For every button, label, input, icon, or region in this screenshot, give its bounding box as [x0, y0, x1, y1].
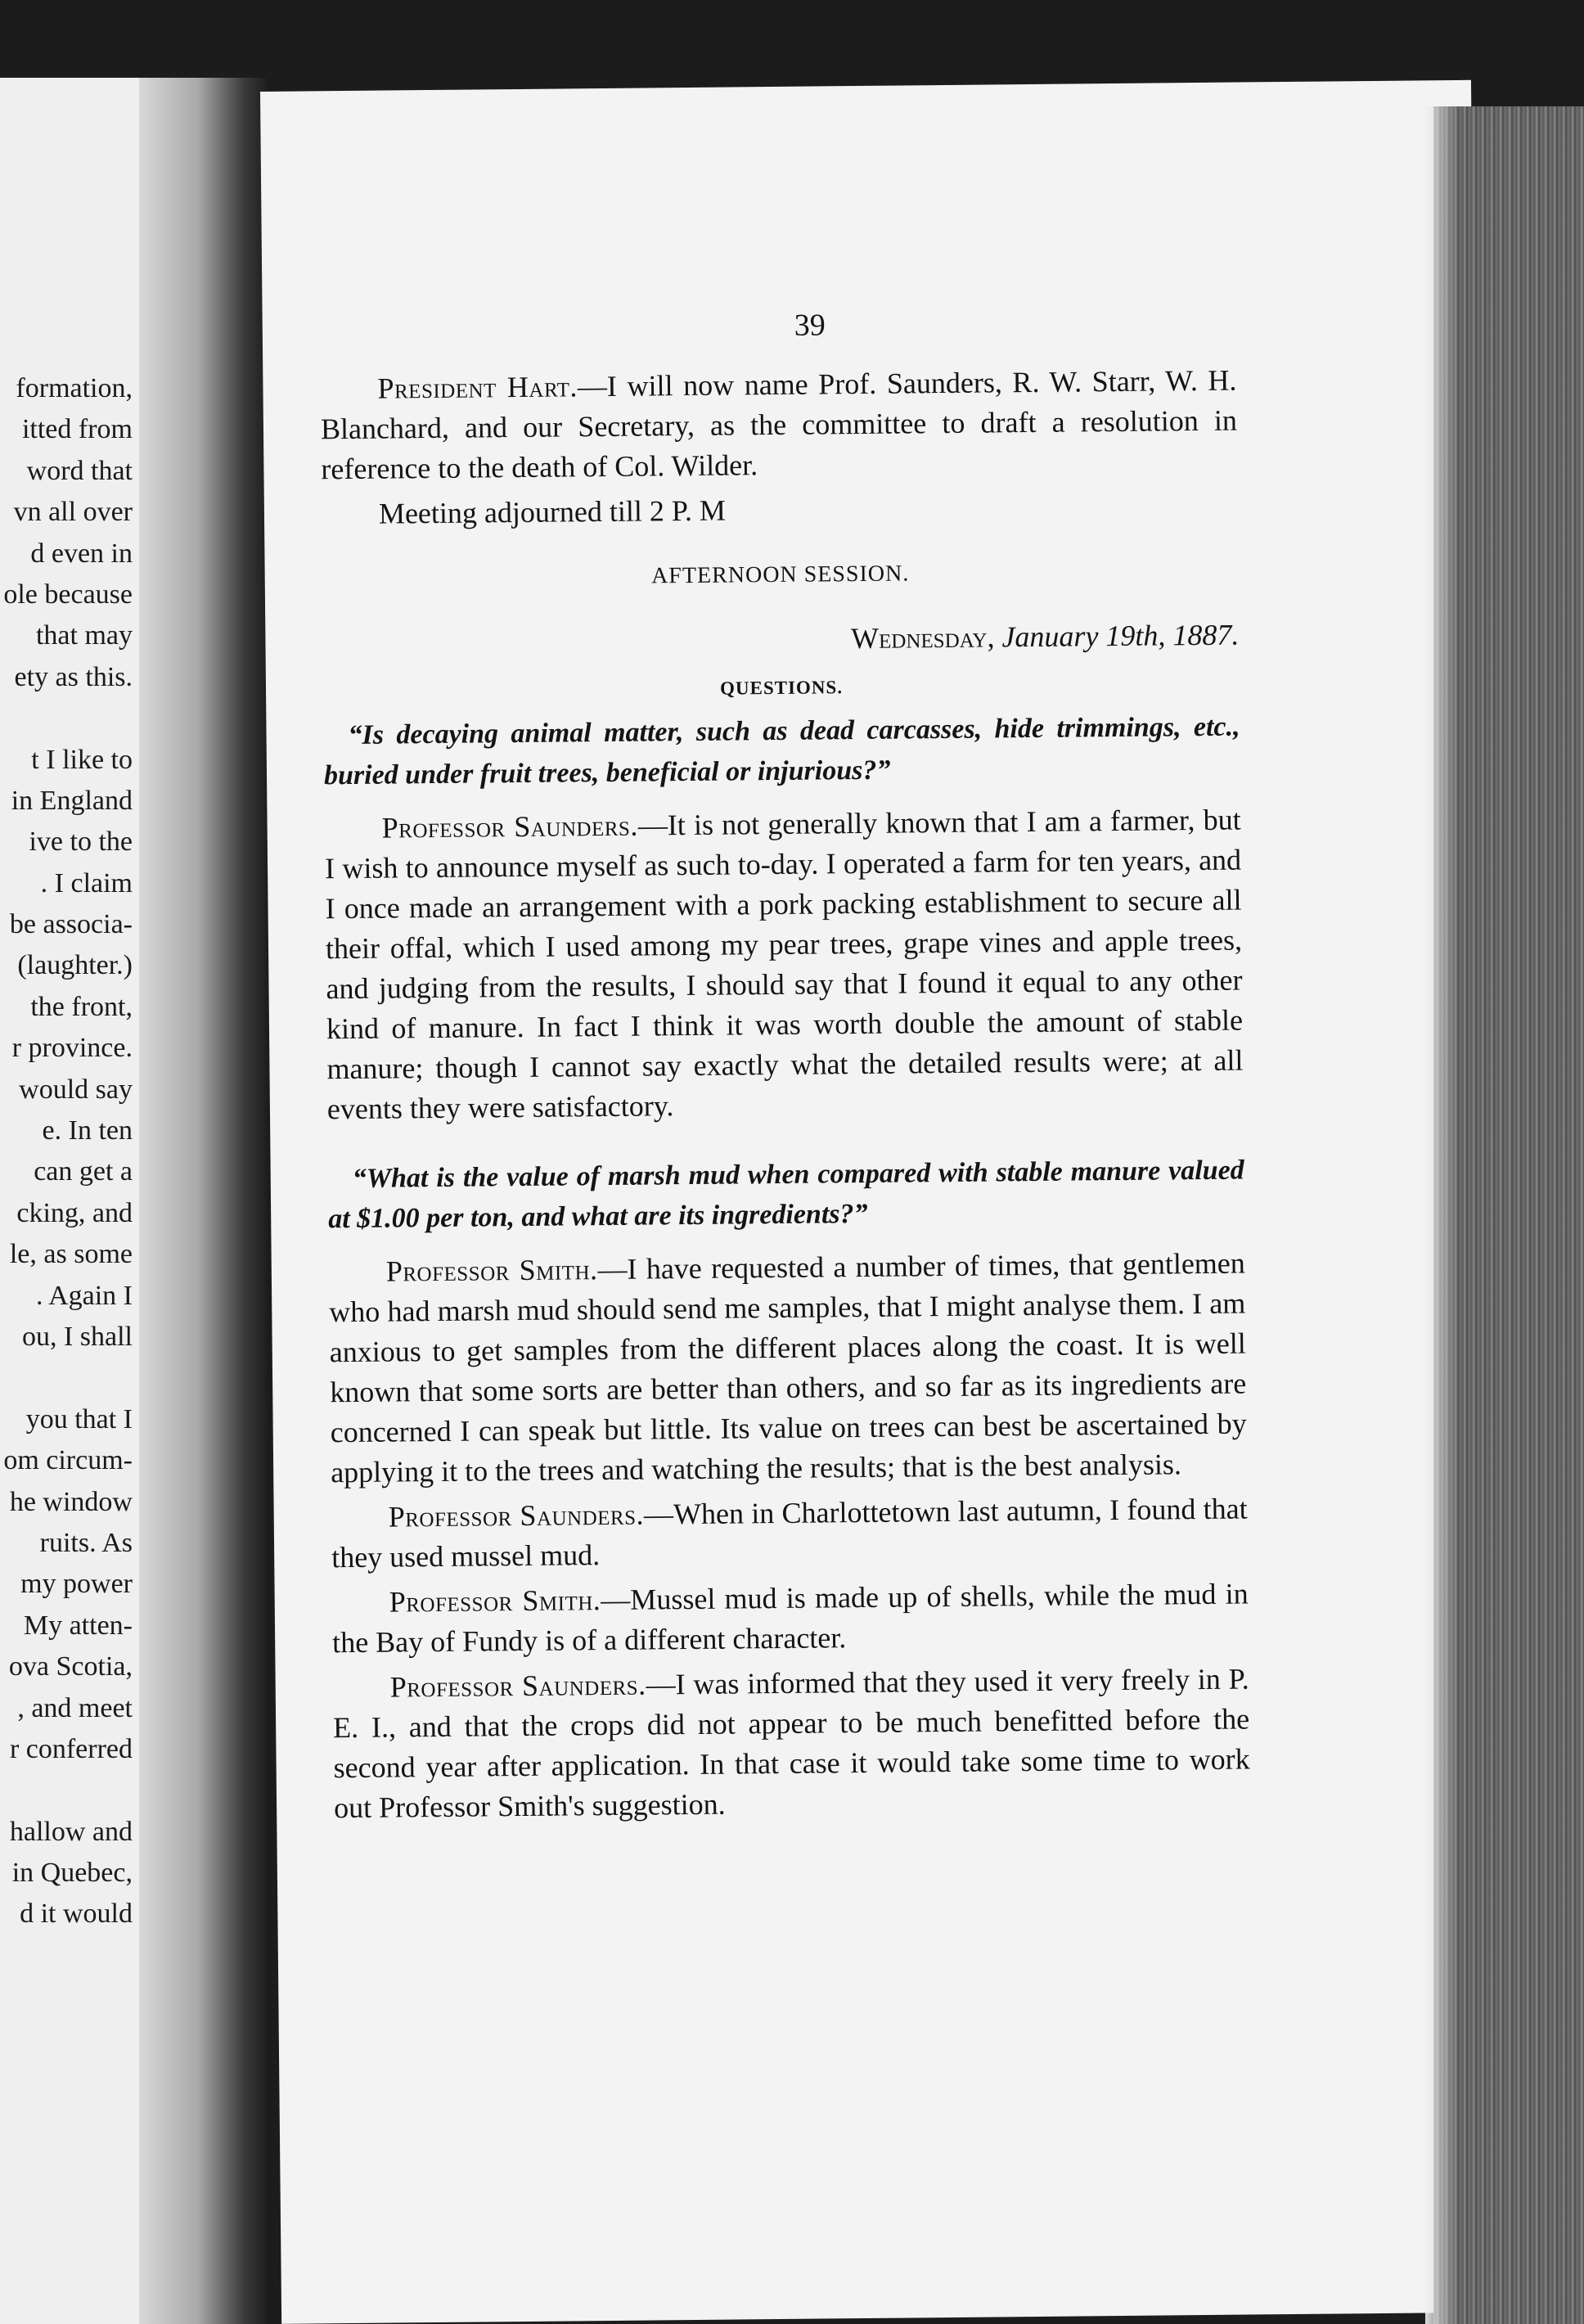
paragraph-saunders-offal [324, 800, 1244, 1130]
left-page-line: you that I [25, 1403, 133, 1434]
page-edge-shadow [1425, 106, 1458, 2324]
left-page-line: word that [26, 455, 133, 486]
book-page [260, 80, 1492, 2324]
left-page-line: he window [9, 1486, 133, 1517]
speaker-name: President Hart. [377, 370, 578, 405]
left-page-line: (laughter.) [17, 950, 133, 981]
left-page-line: ety as this. [14, 661, 133, 692]
page-number: 39 [794, 308, 826, 343]
paragraph-president-hart [320, 361, 1237, 490]
left-page-line: can get a [34, 1156, 133, 1187]
session-dateline [322, 615, 1239, 664]
paragraph-smith-samples [329, 1244, 1248, 1493]
paragraph-text: —Mussel mud is made up of shells, while the mud in the Bay of Fundy is of a different character. [332, 1577, 1249, 1660]
paragraph-text: —It is not generally known that I am a farmer, but I wish to announce myself as such to-day. I operated a farm for ten years, and I once made an arrangement with a pork packing establishment to secure all their offal, which I used among my pear trees, grape vines and apple trees, and judging from the results, I should say that I found it equal to any other kind of manure. In fact I think it was worth double the amount of stable manure; though I cannot say exactly what the detailed results were; at all events they were satisfactory. [324, 803, 1244, 1126]
left-page-line: would say [19, 1074, 133, 1105]
paragraph-saunders-charlottetown [331, 1489, 1248, 1578]
paragraph-text: —I was informed that they used it very freely in P. E. I., and that the crops did not appear to be much benefitted before the second year after application. In that case it would take some time to work out Professor Smith's suggestion. [333, 1662, 1250, 1825]
adjourn-note: Meeting adjourned till 2 P. M [378, 493, 727, 530]
speaker-name: Professor Smith. [385, 1253, 598, 1288]
left-page-line: om circum- [3, 1445, 133, 1476]
paragraph-smith-mussel-mud [331, 1574, 1249, 1663]
speaker-name: Professor Saunders. [381, 808, 639, 844]
dateline-day: Wednesday, [850, 620, 995, 655]
left-page-text [0, 368, 133, 1935]
left-page-line: my power [20, 1569, 133, 1600]
left-page-line [0, 1358, 133, 1398]
left-page-line: e. In ten [42, 1115, 133, 1146]
left-page-line: le, as some [9, 1239, 133, 1270]
left-page-line: in Quebec, [11, 1858, 133, 1889]
left-page-line: t I like to [31, 744, 133, 775]
left-page-line: ive to the [29, 826, 133, 858]
paragraph-text: —I have requested a number of times, that gentlemen who had marsh mud should send me samples, that I might analyse them. I am anxious to get samples from the different places along the coast. It is well known that some sorts are better than others, and so far as its ingredients are concerned I can speak but little. Its value on trees can best be ascertained by applying it to the trees and watching the results; that is the best analysis. [329, 1246, 1247, 1489]
left-page-line: ova Scotia, [8, 1651, 133, 1682]
left-page-line: d even in [30, 538, 133, 569]
left-page-line: ruits. As [39, 1527, 133, 1558]
left-page-line: . I claim [40, 867, 133, 899]
left-page-line: ole because [3, 579, 133, 610]
paragraph-saunders-pei [332, 1659, 1250, 1828]
dateline-date: January 19th, 1887. [1001, 618, 1240, 654]
left-page-line: , and meet [17, 1692, 133, 1723]
left-page-line: in England [11, 785, 133, 816]
paragraph-text: —I will now name Prof. Saunders, R. W. Starr, W. H. Blanchard, and our Secretary, as the committee to draft a resolution in reference to the death of Col. Wilder. [320, 363, 1238, 486]
book-gutter [139, 78, 270, 2324]
speaker-name: Professor Saunders. [388, 1498, 645, 1534]
left-page-line: the front, [30, 991, 133, 1022]
left-page-line: r conferred [9, 1733, 133, 1764]
session-heading: AFTERNOON SESSION. [650, 561, 910, 589]
left-page-line: d it would [20, 1898, 133, 1930]
page-body [320, 361, 1250, 1834]
paragraph-text: —When in Charlottetown last autumn, I found that they used mussel mud. [331, 1492, 1248, 1574]
speaker-name: Professor Smith. [389, 1583, 601, 1619]
question-decaying-matter: “Is decaying animal matter, such as dead carcasses, hide trimmings, etc., buried under fruit trees, beneficial or injurious?” [323, 711, 1240, 791]
speaker-name: Professor Saunders. [389, 1668, 646, 1704]
left-page-line: r province. [11, 1033, 133, 1064]
left-page-line: cking, and [16, 1197, 133, 1228]
left-page-line: My atten- [23, 1610, 133, 1641]
left-page-line: be associa- [9, 909, 133, 940]
left-page-line: itted from [21, 414, 133, 445]
left-page-line: formation, [16, 373, 133, 403]
questions-heading: QUESTIONS. [719, 677, 844, 699]
left-page-line: vn all over [13, 497, 133, 528]
left-page-line: ou, I shall [21, 1321, 133, 1352]
left-page-line: that may [35, 620, 133, 651]
question-marsh-mud: “What is the value of marsh mud when compared with stable manure valued at $1.00 per ton, and what are its ingredients?” [328, 1155, 1244, 1235]
left-page-line: hallow and [9, 1816, 133, 1847]
left-page-line [0, 1770, 133, 1811]
left-page-line: . Again I [35, 1280, 133, 1311]
left-page-line [0, 698, 133, 739]
